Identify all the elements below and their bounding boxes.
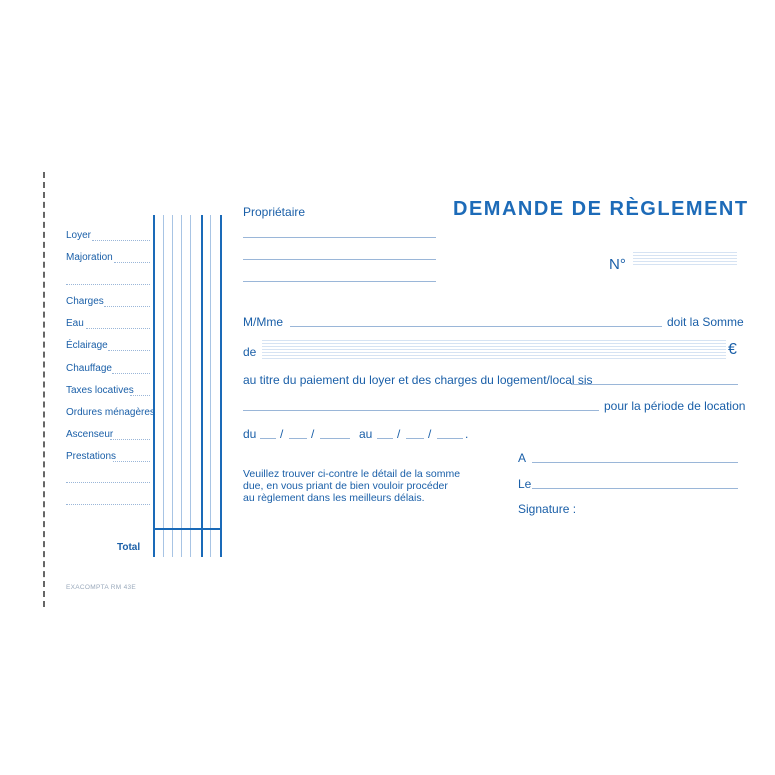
reference-code: EXACOMPTA RM 43E <box>66 584 137 591</box>
stub-line[interactable] <box>66 284 150 285</box>
address-line[interactable] <box>243 410 599 411</box>
date-label: Le <box>518 477 532 491</box>
place-label: A <box>518 451 527 465</box>
note-line: au règlement dans les meilleurs délais. <box>243 492 425 504</box>
stub-total-label: Total <box>117 542 141 553</box>
purpose-text: au titre du paiement du loyer et des charges du logement/local sis <box>243 373 593 387</box>
stub-line[interactable] <box>92 240 150 241</box>
stub-item-charges: Charges <box>66 296 104 307</box>
date-sep: / <box>428 427 432 441</box>
owner-line[interactable] <box>243 281 436 282</box>
to-year-field[interactable] <box>437 438 463 439</box>
date-line[interactable] <box>532 488 738 489</box>
perforation-line <box>43 172 45 607</box>
number-field[interactable] <box>633 252 737 267</box>
to-label: au <box>359 427 373 441</box>
amount-field[interactable] <box>262 340 726 360</box>
stub-item-majoration: Majoration <box>66 252 113 263</box>
period-label: pour la période de location <box>604 399 746 413</box>
end-dot: . <box>465 427 469 441</box>
to-month-field[interactable] <box>406 438 424 439</box>
stub-item-ascenseur: Ascenseur <box>66 429 114 440</box>
currency-symbol: € <box>728 341 737 358</box>
amount-label: de <box>243 345 257 359</box>
from-day-field[interactable] <box>260 438 276 439</box>
stub-item-eau: Eau <box>66 318 84 329</box>
to-day-field[interactable] <box>377 438 393 439</box>
stub-line[interactable] <box>86 328 150 329</box>
owner-label: Propriétaire <box>243 205 306 219</box>
stub-line[interactable] <box>66 482 150 483</box>
from-month-field[interactable] <box>289 438 307 439</box>
stub-line[interactable] <box>114 262 150 263</box>
stub-line[interactable] <box>130 395 150 396</box>
signature-label: Signature : <box>518 502 577 516</box>
stub-item-prestations: Prestations <box>66 451 117 462</box>
note-line: due, en vous priant de bien vouloir procéder <box>243 480 448 492</box>
page-title: DEMANDE DE RÈGLEMENT <box>453 198 749 220</box>
owes-label: doit la Somme <box>667 315 744 329</box>
date-sep: / <box>311 427 315 441</box>
stub-item-eclairage: Éclairage <box>66 340 108 351</box>
stub-item-ordures: Ordures ménagères <box>66 407 155 418</box>
stub-item-chauffage: Chauffage <box>66 363 112 374</box>
stub-line[interactable] <box>108 350 150 351</box>
tenant-label: M/Mme <box>243 315 283 329</box>
stub-line[interactable] <box>104 306 150 307</box>
owner-line[interactable] <box>243 259 436 260</box>
place-line[interactable] <box>532 462 738 463</box>
payment-note <box>243 468 460 504</box>
owner-line[interactable] <box>243 237 436 238</box>
address-line[interactable] <box>571 384 738 385</box>
number-label: N° <box>609 256 626 273</box>
note-line: Veuillez trouver ci-contre le détail de la somme <box>243 468 461 480</box>
stub-item-taxes: Taxes locatives <box>66 385 134 396</box>
stub-item-loyer: Loyer <box>66 230 92 241</box>
from-year-field[interactable] <box>320 438 350 439</box>
date-sep: / <box>280 427 284 441</box>
stub-line[interactable] <box>113 461 150 462</box>
stub-line[interactable] <box>110 439 150 440</box>
stub-line[interactable] <box>66 504 150 505</box>
stub-line[interactable] <box>112 373 150 374</box>
date-sep: / <box>397 427 401 441</box>
from-label: du <box>243 427 257 441</box>
tenant-line[interactable] <box>290 326 662 327</box>
